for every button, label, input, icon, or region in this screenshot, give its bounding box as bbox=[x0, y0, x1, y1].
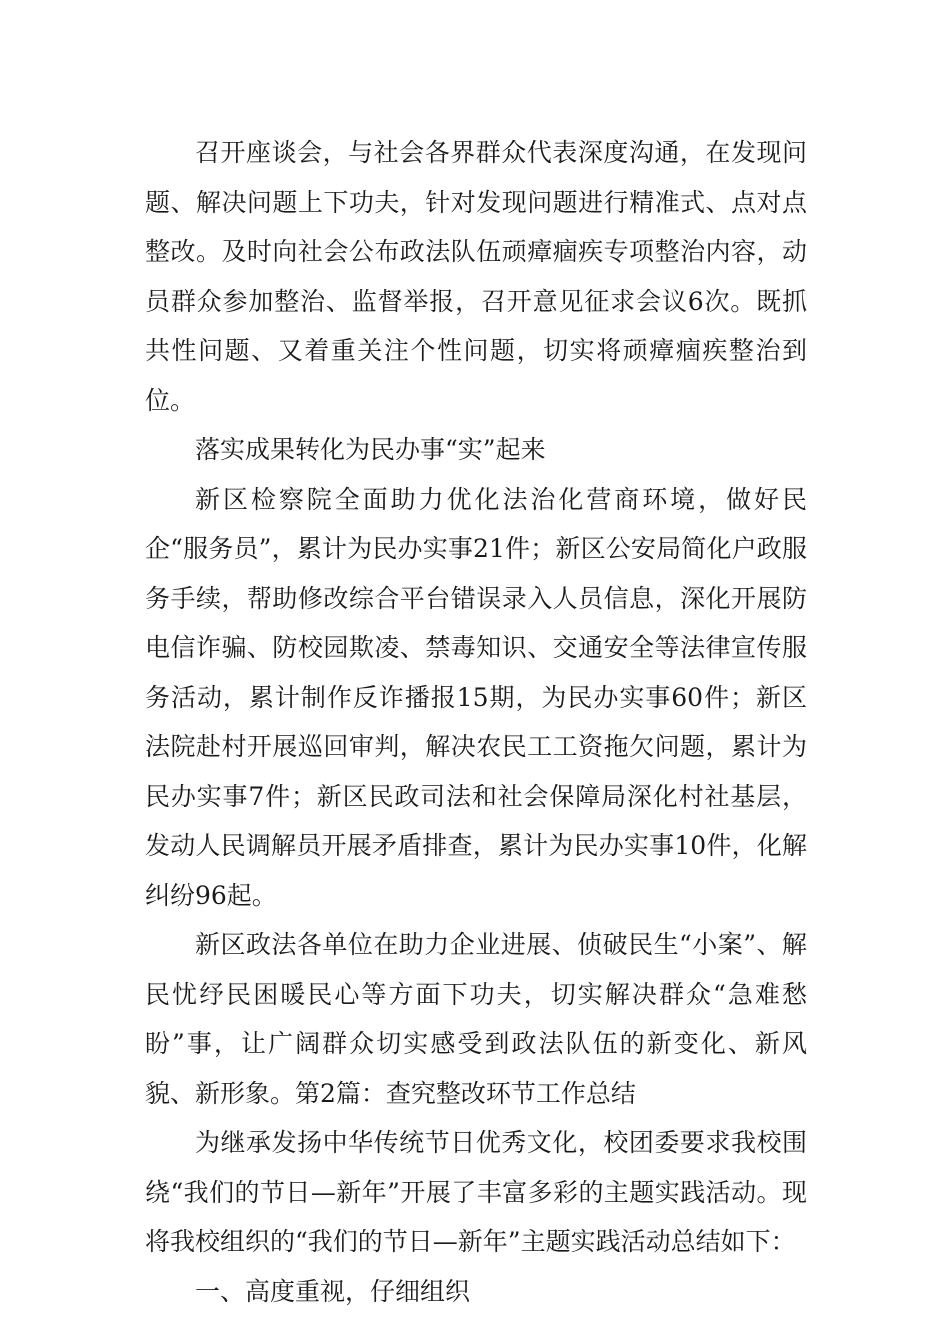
document-body bbox=[145, 128, 807, 1316]
paragraph-summary: 新区政法各单位在助力企业进展、侦破民生“小案”、解民忧纾民困暖民心等方面下功夫，切实解决群众“急难愁盼”事，让广阔群众切实感受到政法队伍的新变化、新风貌、新形象。第2篇：查究整改环节工作总结 bbox=[145, 930, 807, 1108]
section-heading-results: 落实成果转化为民办事“实”起来 bbox=[195, 435, 546, 464]
section-heading-organization: 一、高度重视，仔细组织 bbox=[195, 1276, 471, 1306]
paragraph-new-year-intro: 为继承发扬中华传统节日优秀文化，校团委要求我校围绕“我们的节日—新年”开展了丰富多彩的主题实践活动。现将我校组织的“我们的节日—新年”主题实践活动总结如下： bbox=[145, 1128, 807, 1256]
paragraph-rectification: 召开座谈会，与社会各界群众代表深度沟通，在发现问题、解决问题上下功夫，针对发现问题进行精准式、点对点整改。及时向社会公布政法队伍顽瘴痼疾专项整治内容，动员群众参加整治、监督举报，召开意见征求会议6次。既抓共性问题、又着重关注个性问题，切实将顽瘴痼疾整治到位。 bbox=[145, 138, 807, 415]
paragraph-practical-matters: 新区检察院全面助力优化法治化营商环境，做好民企“服务员”，累计为民办实事21件；新区公安局简化户政服务手续，帮助修改综合平台错误录入人员信息，深化开展防电信诈骗、防校园欺凌、禁毒知识、交通安全等法律宣传服务活动，累计制作反诈播报15期，为民办实事60件；新区法院赴村开展巡回审判，解决农民工工资拖欠问题，累计为民办实事7件；新区民政司法和社会保障局深化村社基层，发动人民调解员开展矛盾排查，累计为民办实事10件，化解纠纷96起。 bbox=[145, 484, 807, 910]
